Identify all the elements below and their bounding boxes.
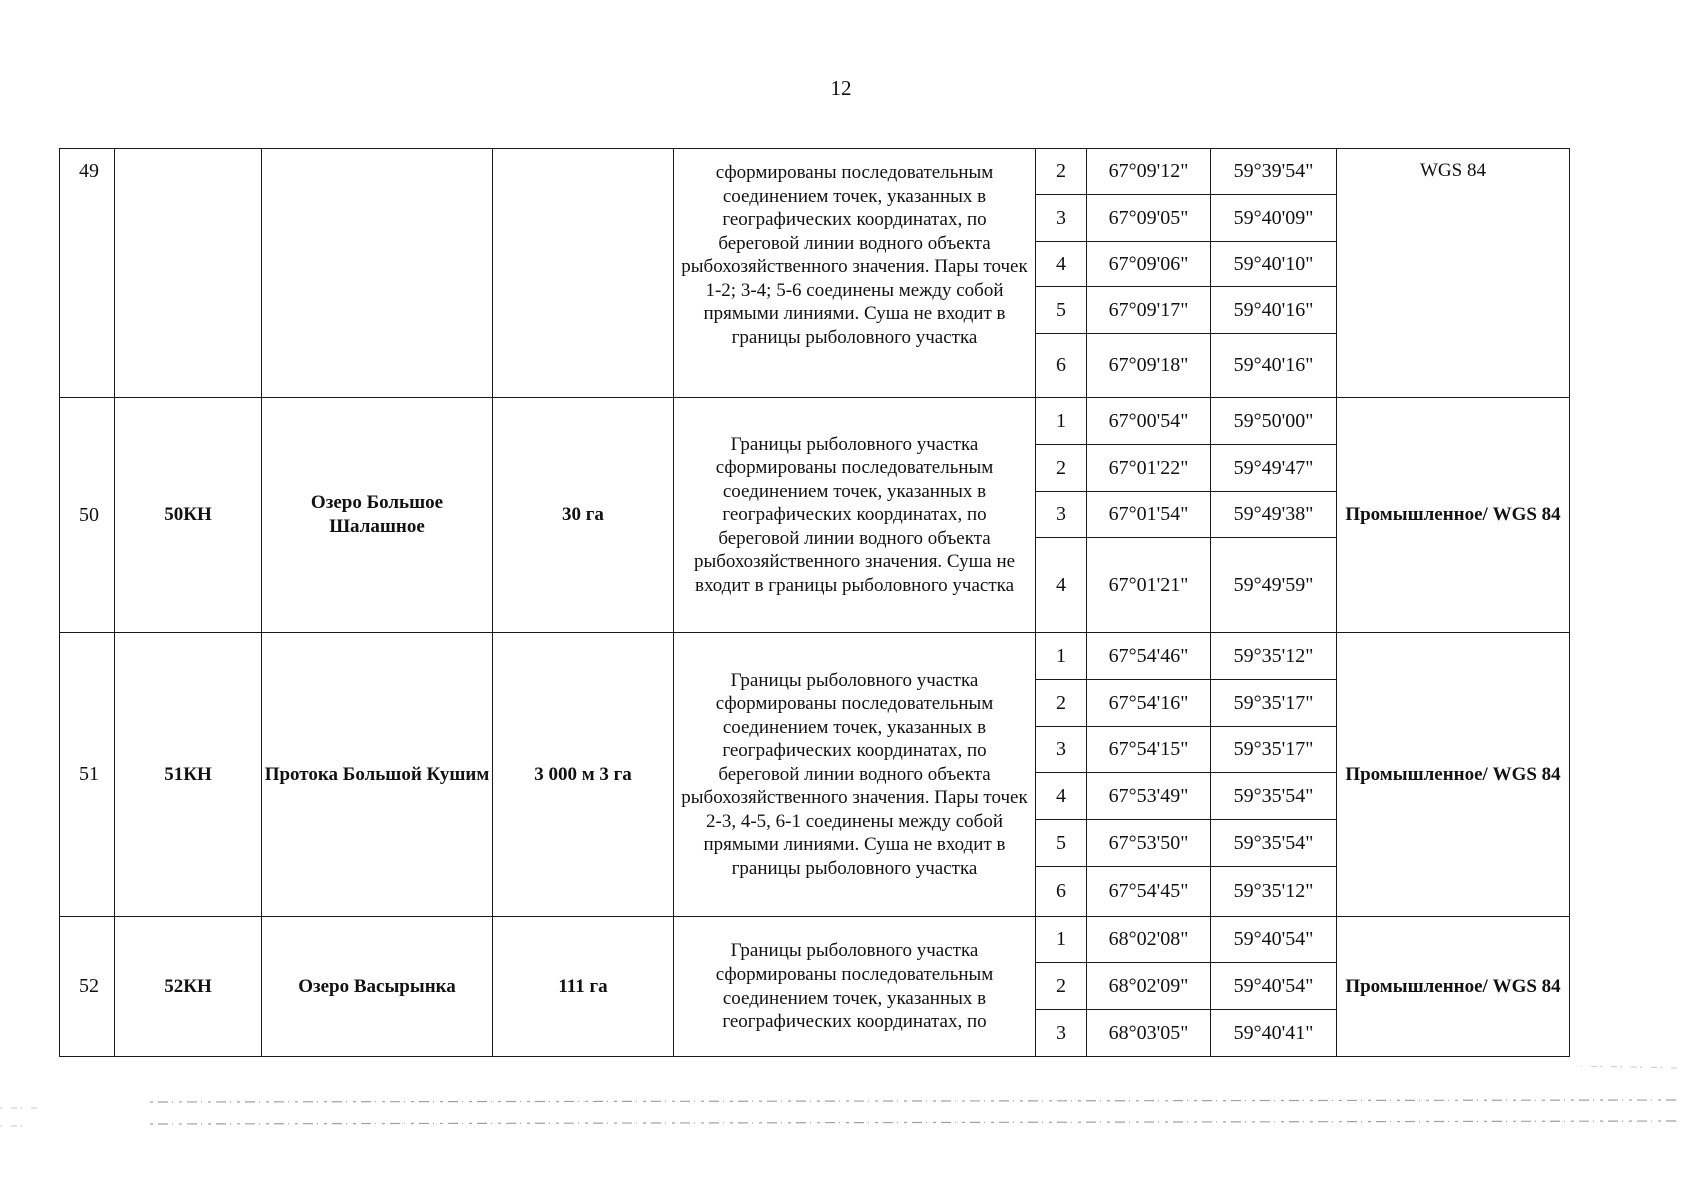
latitude: 67°00'54" — [1087, 398, 1211, 445]
scan-artifact-lines — [0, 1066, 1682, 1146]
latitude: 67°53'49" — [1087, 773, 1211, 820]
water-body-name: Протока Большой Кушим — [262, 633, 493, 917]
latitude: 67°09'18" — [1087, 334, 1211, 398]
coordinate-system: Промышленное/ WGS 84 — [1337, 633, 1570, 917]
area-size: 30 га — [493, 398, 674, 633]
area-code: 51КН — [115, 633, 262, 917]
row-number: 50 — [60, 398, 115, 633]
table-row — [60, 398, 1570, 445]
boundary-description: Границы рыболовного участка сформированы последовательным соединением точек, указанных в географических координатах, по береговой линии водного объекта рыбохозяйственного значения. Суша не входит в границы рыболовного участка — [674, 398, 1036, 633]
latitude: 67°54'45" — [1087, 867, 1211, 917]
area-code — [115, 149, 262, 398]
area-code: 52КН — [115, 917, 262, 1057]
longitude: 59°40'54" — [1211, 963, 1337, 1010]
boundary-description: Границы рыболовного участка сформированы последовательным соединением точек, указанных в географических координатах, по — [674, 917, 1036, 1057]
coordinate-system: Промышленное/ WGS 84 — [1337, 917, 1570, 1057]
point-number: 3 — [1036, 1010, 1087, 1057]
boundary-description: Границы рыболовного участка сформированы последовательным соединением точек, указанных в географических координатах, по береговой линии водного объекта рыбохозяйственного значения. Пары точек 2-3, 4-5, 6-1 соединены между собой прямыми линиями. Суша не входит в границы рыболовного участка — [674, 633, 1036, 917]
point-number: 2 — [1036, 149, 1087, 195]
point-number: 6 — [1036, 867, 1087, 917]
longitude: 59°35'17" — [1211, 727, 1337, 773]
table-row — [60, 149, 1570, 195]
water-body-name: Озеро Большое Шалашное — [262, 398, 493, 633]
area-size: 3 000 м 3 га — [493, 633, 674, 917]
point-number: 4 — [1036, 538, 1087, 633]
longitude: 59°50'00" — [1211, 398, 1337, 445]
latitude: 67°54'46" — [1087, 633, 1211, 680]
point-number: 3 — [1036, 195, 1087, 242]
longitude: 59°49'38" — [1211, 492, 1337, 538]
longitude: 59°40'09" — [1211, 195, 1337, 242]
boundary-description: сформированы последовательным соединением точек, указанных в географических координатах, по береговой линии водного объекта рыбохозяйственного значения. Пары точек 1-2; 3-4; 5-6 соединены между собой прямыми линиями. Суша не входит в границы рыболовного участка — [674, 149, 1036, 398]
coordinate-system: Промышленное/ WGS 84 — [1337, 398, 1570, 633]
latitude: 67°01'21" — [1087, 538, 1211, 633]
longitude: 59°35'17" — [1211, 680, 1337, 727]
point-number: 6 — [1036, 334, 1087, 398]
coordinate-system: WGS 84 — [1337, 149, 1570, 398]
latitude: 68°02'09" — [1087, 963, 1211, 1010]
longitude: 59°35'54" — [1211, 773, 1337, 820]
row-number: 51 — [60, 633, 115, 917]
latitude: 67°09'17" — [1087, 287, 1211, 334]
area-size — [493, 149, 674, 398]
latitude: 67°53'50" — [1087, 820, 1211, 867]
point-number: 1 — [1036, 917, 1087, 963]
row-number: 52 — [60, 917, 115, 1057]
point-number: 1 — [1036, 633, 1087, 680]
page-number: 12 — [830, 76, 852, 100]
point-number: 2 — [1036, 963, 1087, 1010]
longitude: 59°35'12" — [1211, 633, 1337, 680]
latitude: 67°09'12" — [1087, 149, 1211, 195]
water-body-name: Озеро Васырынка — [262, 917, 493, 1057]
latitude: 67°01'54" — [1087, 492, 1211, 538]
point-number: 2 — [1036, 680, 1087, 727]
latitude: 67°54'15" — [1087, 727, 1211, 773]
point-number: 2 — [1036, 445, 1087, 492]
latitude: 67°54'16" — [1087, 680, 1211, 727]
longitude: 59°40'16" — [1211, 334, 1337, 398]
latitude: 67°01'22" — [1087, 445, 1211, 492]
area-size: 111 га — [493, 917, 674, 1057]
table-row — [60, 917, 1570, 963]
longitude: 59°40'41" — [1211, 1010, 1337, 1057]
water-body-name — [262, 149, 493, 398]
longitude: 59°35'12" — [1211, 867, 1337, 917]
latitude: 67°09'06" — [1087, 242, 1211, 287]
longitude: 59°49'47" — [1211, 445, 1337, 492]
longitude: 59°39'54" — [1211, 149, 1337, 195]
table-row — [60, 633, 1570, 680]
latitude: 68°03'05" — [1087, 1010, 1211, 1057]
longitude: 59°49'59" — [1211, 538, 1337, 633]
row-number: 49 — [60, 149, 115, 398]
latitude: 68°02'08" — [1087, 917, 1211, 963]
longitude: 59°35'54" — [1211, 820, 1337, 867]
point-number: 3 — [1036, 727, 1087, 773]
point-number: 5 — [1036, 820, 1087, 867]
point-number: 5 — [1036, 287, 1087, 334]
area-code: 50КН — [115, 398, 262, 633]
point-number: 4 — [1036, 242, 1087, 287]
latitude: 67°09'05" — [1087, 195, 1211, 242]
point-number: 1 — [1036, 398, 1087, 445]
point-number: 4 — [1036, 773, 1087, 820]
fishing-areas-table — [59, 148, 1570, 1057]
point-number: 3 — [1036, 492, 1087, 538]
longitude: 59°40'54" — [1211, 917, 1337, 963]
longitude: 59°40'10" — [1211, 242, 1337, 287]
longitude: 59°40'16" — [1211, 287, 1337, 334]
